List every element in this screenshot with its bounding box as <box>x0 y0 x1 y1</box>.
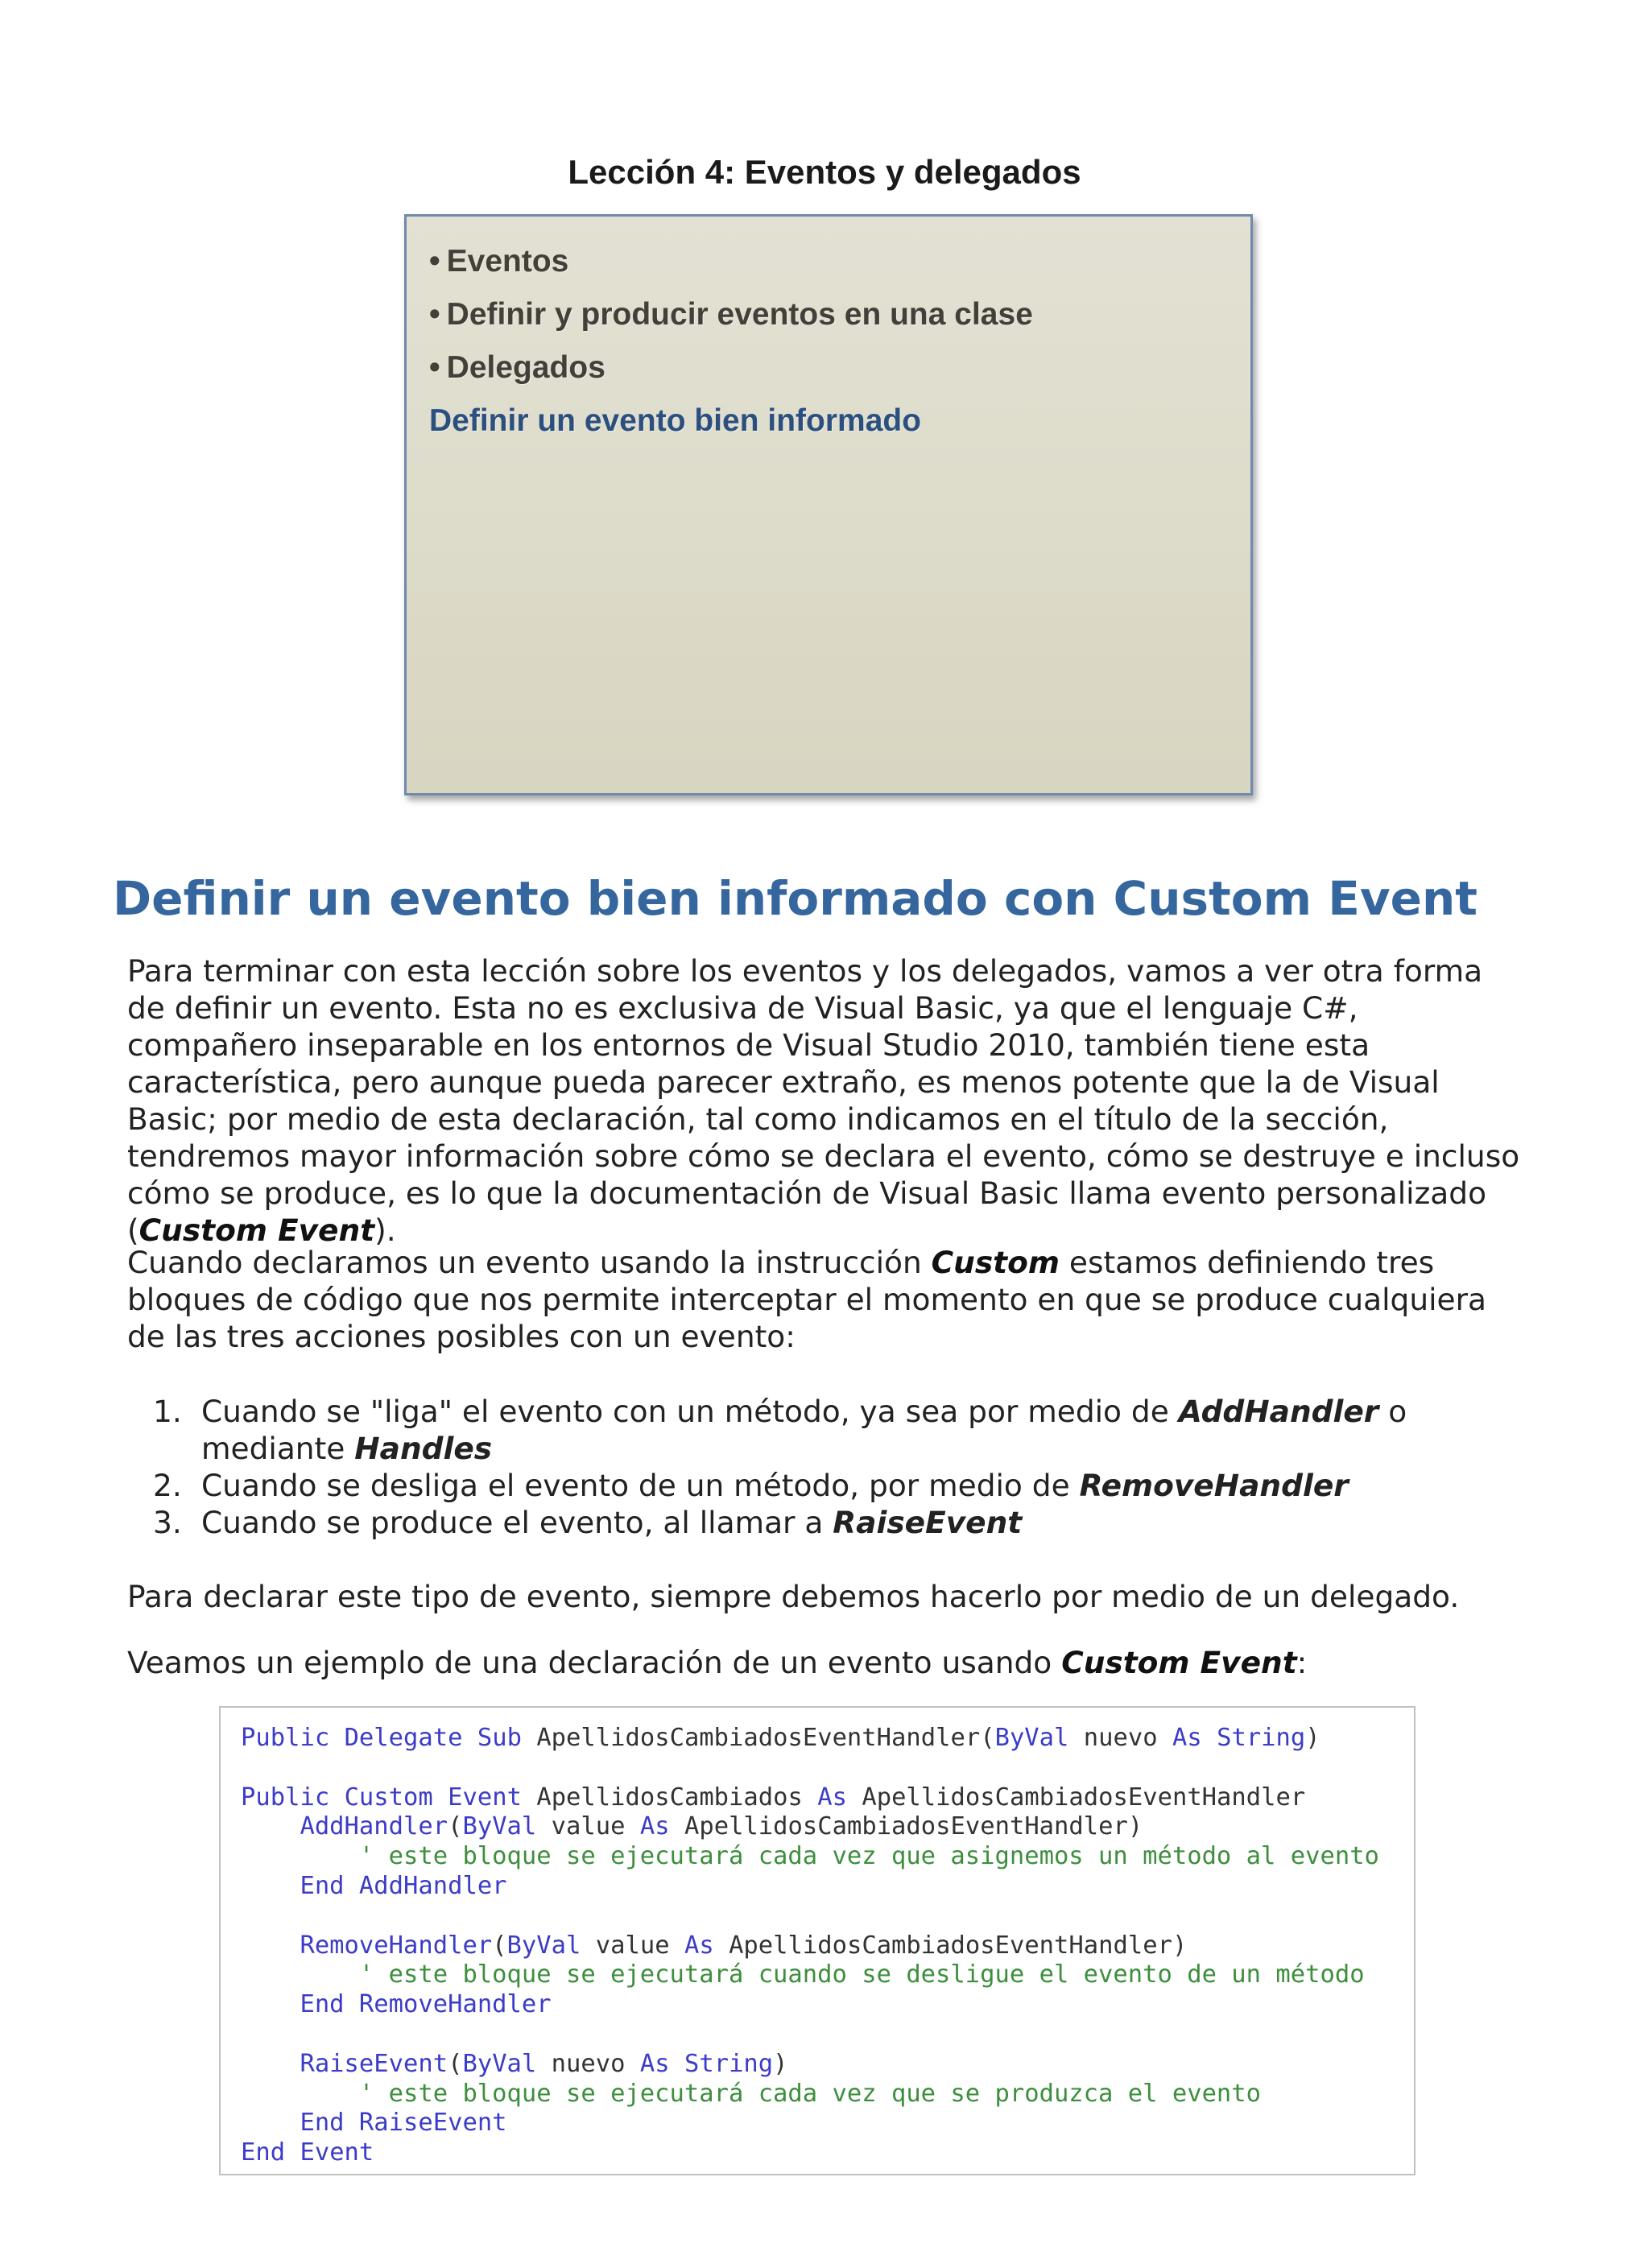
paragraph-intro <box>127 952 1528 1249</box>
slide-title: Lección 4: Eventos y delegados <box>568 153 1081 191</box>
bullet-icon: • <box>429 297 440 332</box>
emphasis-removehandler: RemoveHandler <box>1079 1468 1349 1503</box>
list-text: Cuando se desliga el evento de un método, por medio de <box>201 1468 1080 1503</box>
bullet-icon: • <box>429 350 440 385</box>
paragraph-text: Cuando declaramos un evento usando la instrucción <box>127 1245 932 1280</box>
list-number: 1. <box>153 1394 182 1429</box>
slide-item-label: Delegados <box>446 350 605 385</box>
emphasis-custom: Custom <box>931 1245 1060 1280</box>
emphasis-raiseevent: RaiseEvent <box>833 1505 1023 1540</box>
bullet-icon: • <box>429 244 440 279</box>
paragraph-custom <box>127 1244 1528 1355</box>
slide-item-delegados <box>429 344 1033 397</box>
emphasis-handles: Handles <box>354 1431 493 1466</box>
paragraph-text: Veamos un ejemplo de una declaración de un evento usando <box>127 1645 1062 1680</box>
slide-topic-list <box>429 238 1033 450</box>
slide-current-topic: Definir un evento bien informado <box>429 403 922 438</box>
paragraph-suffix: : <box>1296 1645 1308 1680</box>
code-block <box>219 1706 1415 2175</box>
slide-item-eventos <box>429 238 1033 291</box>
list-text: Cuando se "liga" el evento con un método, ya sea por medio de <box>201 1394 1179 1429</box>
emphasis-custom-event: Custom Event <box>138 1212 375 1248</box>
emphasis-addhandler: AddHandler <box>1178 1394 1379 1429</box>
list-item <box>127 1504 1528 1541</box>
slide-item-label: Definir y producir eventos en una clase <box>446 297 1033 332</box>
list-number: 3. <box>153 1505 182 1540</box>
code-listing: Public Delegate Sub ApellidosCambiadosEventHandler(ByVal nuevo As String) Public Custom Event ApellidosCambiados As ApellidosCambiadosEventHandler AddHandler(ByVal value As ApellidosCambiadosEventHandler) ' este bloque se ejecutará cada vez que asignemos un método al evento End AddHandler RemoveHandler(ByVal value As ApellidosCambiadosEventHandler) ' este bloque se ejecutará cuando se desligue el evento de un método End RemoveHandler RaiseEvent(ByVal nuevo As String) ' este bloque se ejecutará cada vez que se produzca el evento End RaiseEvent End Event <box>241 1724 1379 2167</box>
paragraph-text: Para terminar con esta lección sobre los eventos y los delegados, vamos a ver otra forma de definir un evento. Esta no es exclusiva de Visual Basic, ya que el lenguaje C#, compañero inseparable en los entornos de Visual Studio 2010, también tiene esta característica, pero aunque pueda parecer extraño, es menos potente que la de Visual Basic; por medio de esta declaración, tal como indicamos en el título de la sección, tendremos mayor información sobre cómo se declara el evento, cómo se destruye e incluso cómo se produce, es lo que la documentación de Visual Basic llama evento personalizado ( <box>127 953 1520 1248</box>
list-text: o mediante <box>201 1394 1407 1466</box>
section-heading: Definir un evento bien informado con Custom Event <box>113 871 1478 926</box>
list-item <box>127 1467 1528 1504</box>
paragraph-suffix: estamos definiendo tres bloques de código que nos permite interceptar el momento en que se produce cualquiera de las tres acciones posibles con un evento: <box>127 1245 1487 1354</box>
actions-list <box>127 1393 1528 1541</box>
list-text: Cuando se produce el evento, al llamar a <box>201 1505 833 1540</box>
slide-item-definir-producir <box>429 291 1033 344</box>
list-number: 2. <box>153 1468 182 1503</box>
emphasis-custom-event: Custom Event <box>1061 1645 1297 1680</box>
slide-panel <box>404 214 1253 795</box>
slide-item-label: Eventos <box>446 244 569 279</box>
list-item <box>127 1393 1528 1467</box>
paragraph-example <box>127 1644 1528 1681</box>
paragraph-suffix: ). <box>374 1212 396 1248</box>
paragraph-delegate: Para declarar este tipo de evento, siempre debemos hacerlo por medio de un delegado. <box>127 1579 1460 1614</box>
